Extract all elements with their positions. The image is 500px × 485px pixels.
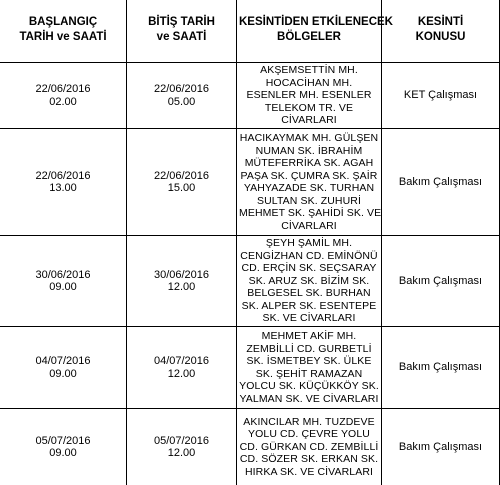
end-cell (127, 327, 237, 409)
subject-cell: Bakım Çalışması (382, 327, 500, 409)
start-date: 30/06/2016 (35, 268, 91, 281)
header-start: BAŞLANGIÇ TARİH ve SAATİ (0, 0, 127, 63)
table-row (0, 236, 500, 327)
region-cell: MEHMET AKİF MH. ZEMBİLLİ CD. GURBETLİ SK. İSMETBEY SK. ÜLKE SK. ŞEHİT RAMAZAN YOLCU SK. KÜÇÜKKÖY SK. YALMAN SK. VE CİVARLARI (237, 327, 382, 409)
end-cell (127, 129, 237, 236)
subject-cell: Bakım Çalışması (382, 236, 500, 327)
start-cell (0, 327, 127, 409)
region-cell: HACIKAYMAK MH. GÜLŞEN NUMAN SK. İBRAHİM MÜTEFERRİKA SK. AGAH PAŞA SK. ÇUMRA SK. ŞAİR YAHYAZADE SK. TURHAN SULTAN SK. ZUHURİ MEHMET SK. ŞAHİDİ SK. VE CİVARLARI (237, 129, 382, 236)
header-regions: KESİNTİDEN ETKİLENECEK BÖLGELER (237, 0, 382, 63)
start-time: 13.00 (49, 182, 77, 194)
start-time: 09.00 (49, 367, 77, 380)
table-row (0, 63, 500, 129)
end-date: 04/07/2016 (153, 355, 210, 367)
table-row (0, 327, 500, 409)
end-date: 22/06/2016 (153, 169, 210, 182)
subject-cell: Bakım Çalışması (382, 129, 500, 236)
start-date: 05/07/2016 (35, 434, 91, 447)
end-date: 30/06/2016 (153, 268, 210, 281)
subject-cell: Bakım Çalışması (382, 409, 500, 485)
end-time: 12.00 (167, 367, 196, 380)
start-cell (0, 236, 127, 327)
start-cell (0, 129, 127, 236)
start-date: 22/06/2016 (35, 83, 91, 95)
start-time: 09.00 (49, 281, 77, 293)
end-cell (127, 409, 237, 485)
end-date: 05/07/2016 (153, 434, 210, 447)
end-time: 15.00 (167, 182, 196, 194)
table-row (0, 409, 500, 485)
table-row (0, 129, 500, 236)
region-cell: ŞEYH ŞAMİL MH. CENGİZHAN CD. EMİNÖNÜ CD. ERÇİN SK. SEÇSARAY SK. ARUZ SK. BİZİM SK. BELGESEL SK. BURHAN SK. ALPER SK. ESENTEPE SK. VE CİVARLARI (237, 236, 382, 327)
start-cell (0, 63, 127, 129)
start-date: 22/06/2016 (35, 169, 91, 182)
end-time: 12.00 (167, 447, 196, 459)
end-date: 22/06/2016 (153, 83, 210, 95)
start-time: 02.00 (49, 95, 77, 108)
end-cell (127, 63, 237, 129)
end-time: 12.00 (167, 281, 196, 293)
start-time: 09.00 (49, 447, 77, 459)
end-time: 05.00 (167, 95, 196, 108)
region-cell: AKINCILAR MH. TUZDEVE YOLU CD. ÇEVRE YOLU CD. GÜRKAN CD. ZEMBİLLİ CD. SÖZER SK. ERKAN SK. HIRKA SK. VE CİVARLARI (237, 409, 382, 485)
header-row (0, 0, 500, 63)
start-date: 04/07/2016 (35, 355, 91, 367)
header-end: BİTİŞ TARİH ve SAATİ (127, 0, 237, 63)
end-cell (127, 236, 237, 327)
region-cell: AKŞEMSETTİN MH. HOCACİHAN MH. ESENLER MH. ESENLER TELEKOM TR. VE CİVARLARI (237, 63, 382, 129)
start-cell (0, 409, 127, 485)
header-subject: KESİNTİ KONUSU (382, 0, 500, 63)
subject-cell: KET Çalışması (382, 63, 500, 129)
